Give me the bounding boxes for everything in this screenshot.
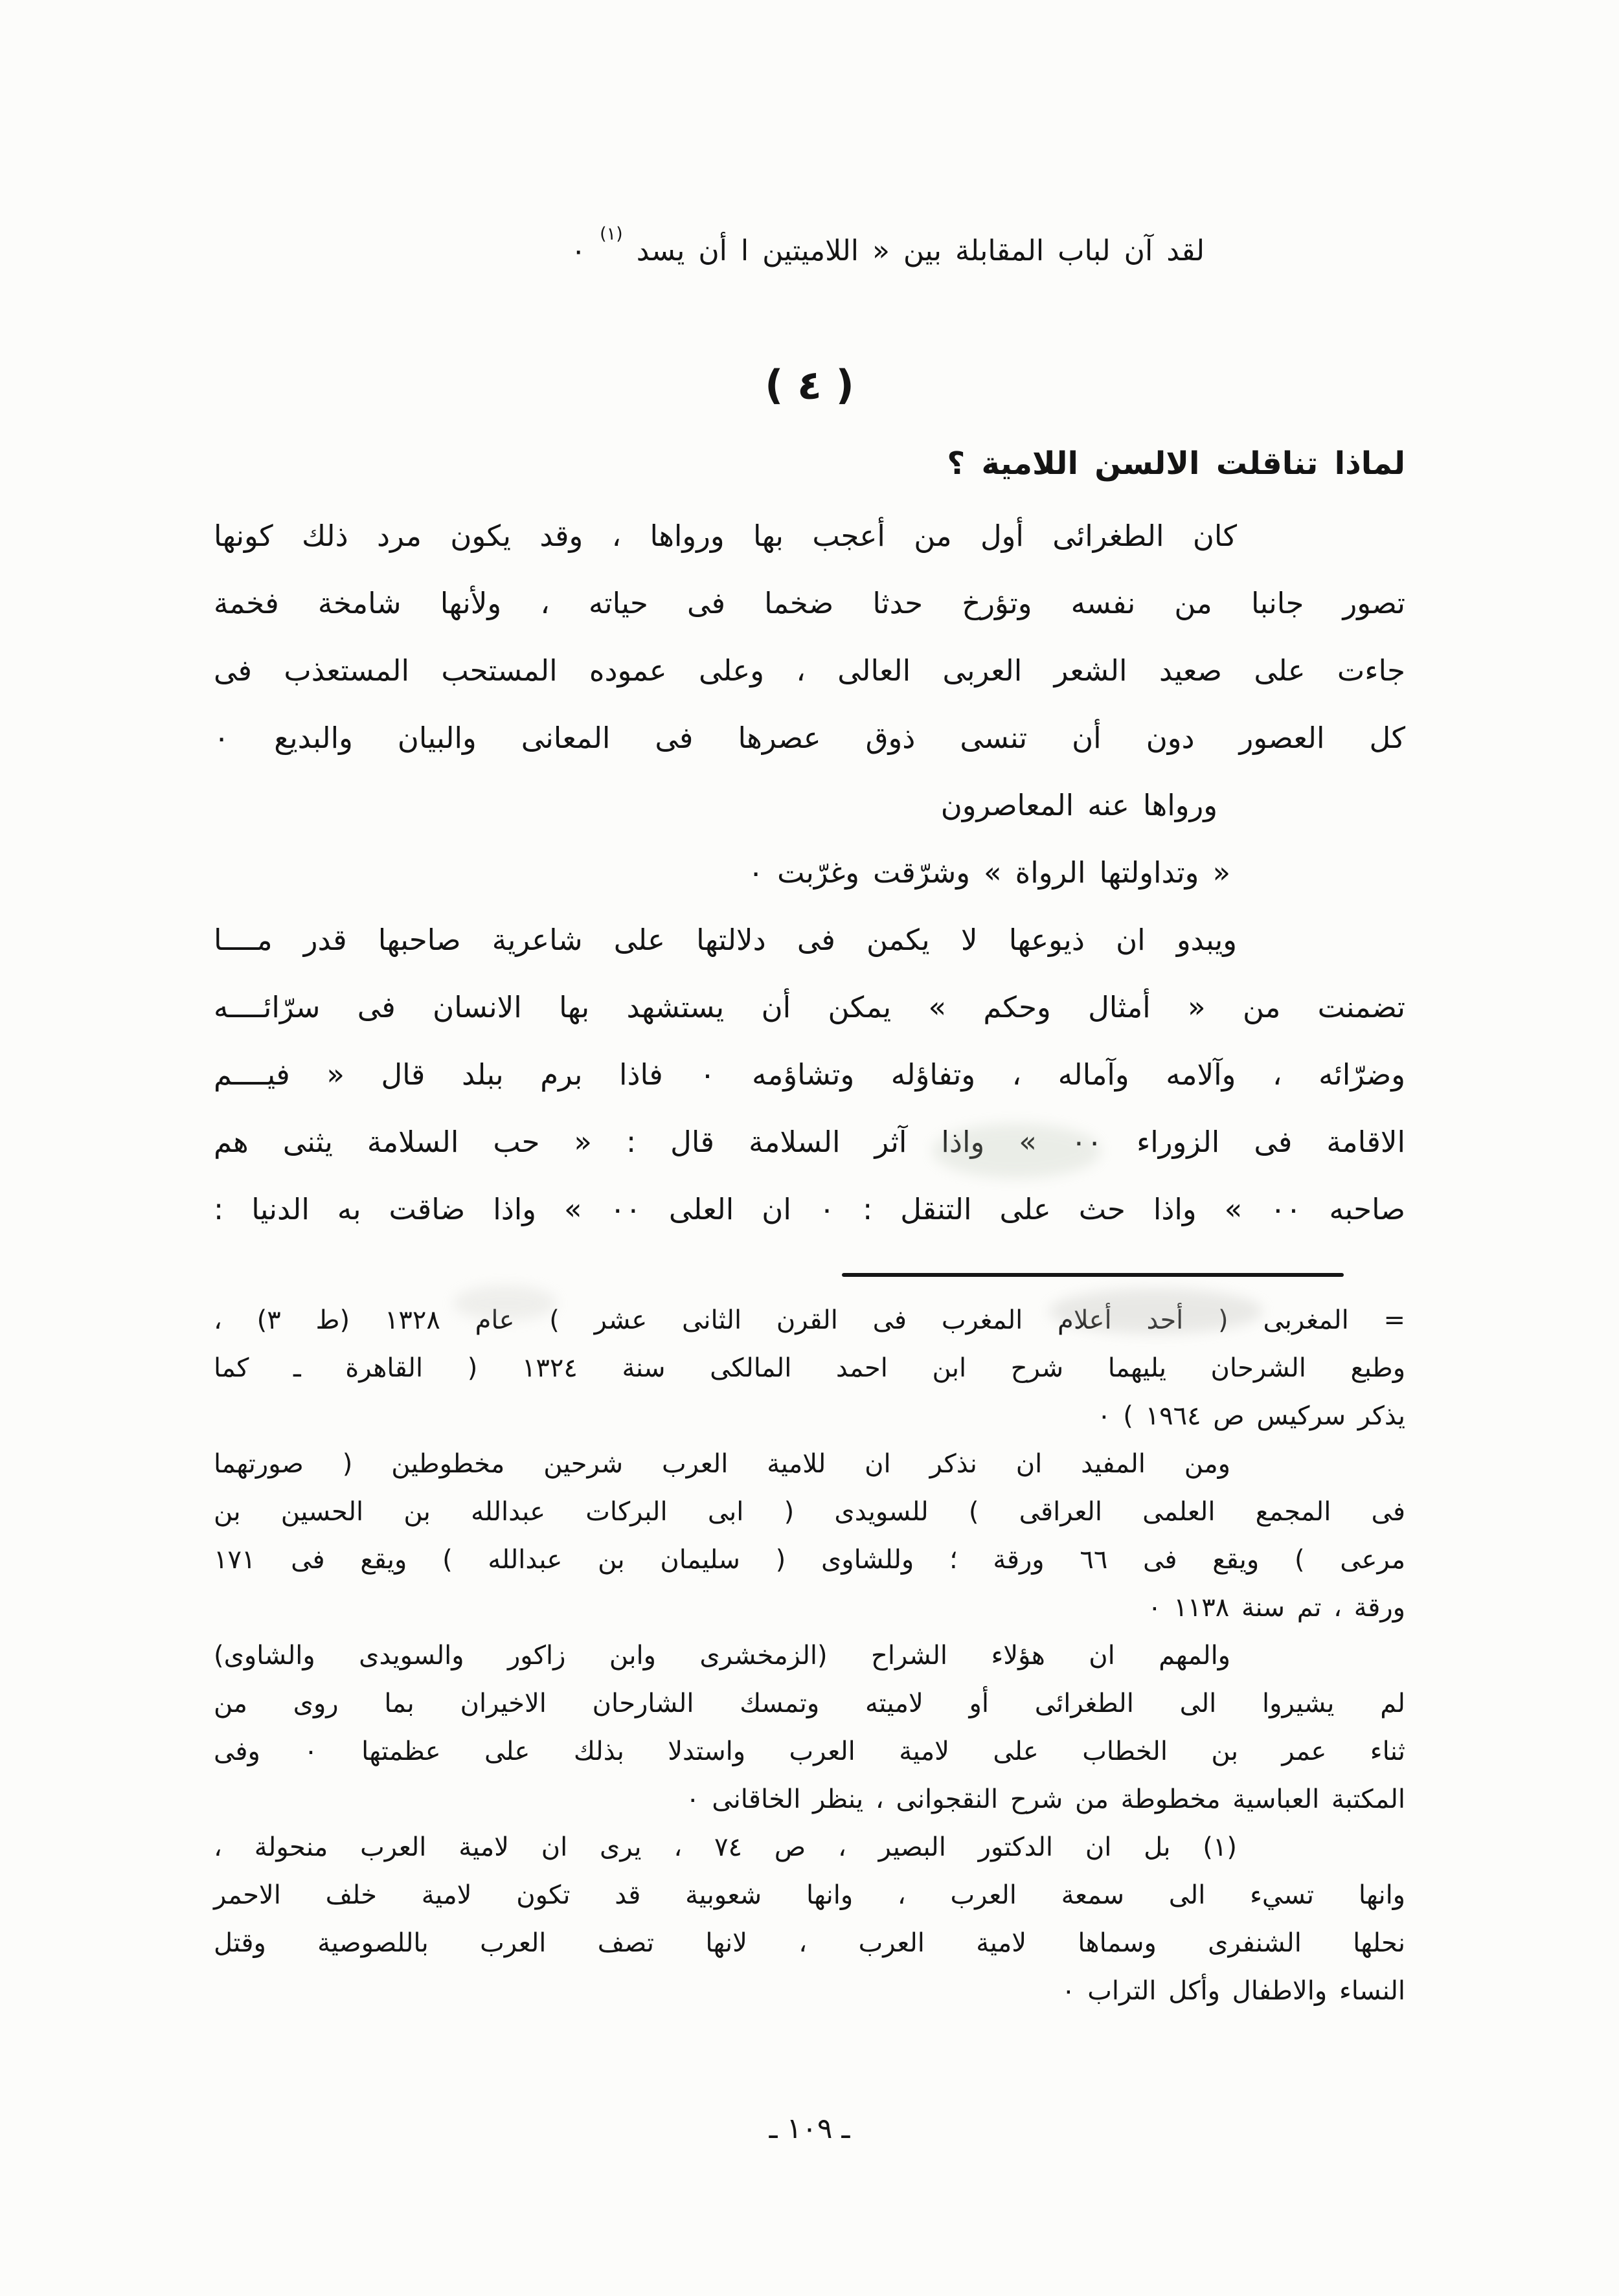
footnote-line: النساء والاطفال وأكل التراب ٠ [1061, 1976, 1405, 2006]
footnote-line: يذكر سركيس ص ١٩٦٤ ) ٠ [1097, 1401, 1405, 1431]
footnote-line: وطبع الشرحان يليهما شرح ابن احمد المالكى سنة ١٣٢٤ ( القاهرة ـ كما [214, 1353, 1406, 1383]
body-text-line: تصور جانبا من نفسه وتؤرخ حدثا ضخما فى حياته ، ولأنها شامخة فخمة [214, 586, 1405, 620]
page-number: ـ ١٠٩ ـ [769, 2112, 850, 2145]
intro-line-text: لقد آن لباب المقابلة بين « اللاميتين ا أن يسد [636, 234, 1205, 267]
footnote-line: لم يشيروا الى الطغرائى أو لاميته وتمسك الشارحان الاخيران بما روى من [214, 1689, 1405, 1718]
footnote-line: فى المجمع العلمى العراقى ) للسويدى ( ابى البركات عبدالله بن الحسين بن [214, 1497, 1405, 1527]
section-number: ( ٤ ) [765, 361, 854, 409]
body-text-line: ورواها عنه المعاصرون [940, 788, 1217, 822]
footnote-line: ومن المفيد ان نذكر ان للامية العرب شرحين مخطوطين ( صورتهما [214, 1449, 1230, 1479]
footnote-line: ورقة ، تم سنة ١١٣٨ ٠ [1148, 1593, 1405, 1623]
body-text-line: كل العصور دون أن تنسى ذوق عصرها فى المعانى والبيان والبديع ٠ [214, 721, 1405, 755]
body-text-line: الاقامة فى الزوراء ٠٠ » واذا آثر السلامة قال : « حب السلامة يثنى هم [214, 1125, 1405, 1159]
section-heading: لماذا تناقلت الالسن اللامية ؟ [947, 445, 1405, 482]
body-text-line: كان الطغرائى أول من أعجب بها ورواها ، وقد يكون مرد ذلك كونها [214, 519, 1237, 553]
footnote-line: وانها تسيء الى سمعة العرب ، وانها شعوبية قد تكون لامية خلف الاحمر [214, 1880, 1405, 1910]
footnote-line: ثناء عمر بن الخطاب على لامية العرب واستدلا بذلك على عظمتها ٠ وفى [214, 1737, 1406, 1766]
footnote-block [214, 1296, 1405, 2015]
body-text-line: ويبدو ان ذيوعها لا يكمن فى دلالتها على شاعرية صاحبها قدر مــــا [214, 923, 1237, 957]
intro-line [214, 214, 1405, 272]
footnote-line: مرعى ) ويقع فى ٦٦ ورقة ؛ وللشاوى ( سليمان بن عبدالله ) ويقع فى ١٧١ [214, 1545, 1405, 1575]
footnote-line: نحلها الشنفرى وسماها لامية العرب ، لانها تصف العرب باللصوصية وقتل [214, 1928, 1405, 1958]
body-text-line: « وتداولتها الرواة » وشرّقت وغرّبت ٠ [747, 855, 1230, 890]
body-text-block [214, 502, 1405, 1243]
footnote-line: والمهم ان هؤلاء الشراح (الزمخشرى وابن زاكور والسويدى والشاوى) [214, 1641, 1230, 1671]
footnote-line: = المغربى ( أحد أعلام المغرب فى القرن الثانى عشر ) عام ١٣٢٨ (ط ٣) ، [214, 1305, 1405, 1335]
footnote-reference: (١) [600, 224, 623, 244]
footnote-line: المكتبة العباسية مخطوطة من شرح النقجوانى ، ينظر الخاقانى ٠ [686, 1784, 1405, 1814]
footnote-line: (١) بل ان الدكتور البصير ، ص ٧٤ ، يرى ان لامية العرب منحولة ، [214, 1832, 1238, 1862]
intro-line-period: ٠ [571, 234, 587, 267]
body-text-line: صاحبه ٠٠ » واذا حث على التنقل : ٠ ان العلى ٠٠ » واذا ضاقت به الدنيا : [214, 1192, 1406, 1226]
footnote-divider [842, 1273, 1344, 1277]
body-text-line: جاءت على صعيد الشعر العربى العالى ، وعلى عموده المستحب المستعذب فى [214, 653, 1405, 688]
body-text-line: تضمنت من « أمثال وحكم » يمكن أن يستشهد بها الانسان فى سرّائــــه [214, 990, 1405, 1024]
body-text-line: وضرّائه ، وآلامه وآماله ، وتفاؤله وتشاؤمه ٠ فاذا برم ببلد قال « فيــــم [214, 1057, 1405, 1092]
